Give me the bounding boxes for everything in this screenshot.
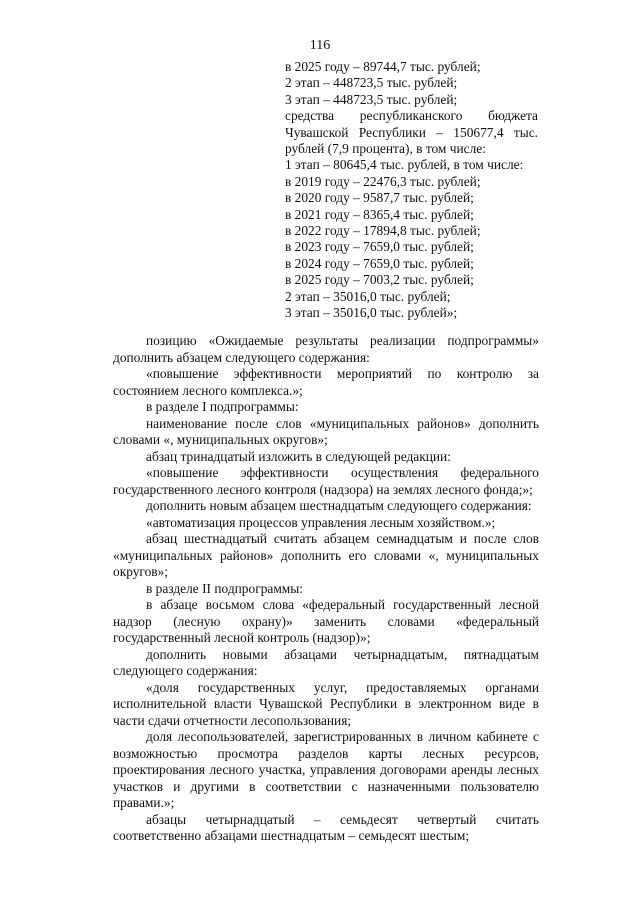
funding-line: 1 этап – 80645,4 тыс. рублей, в том числе: bbox=[285, 157, 524, 173]
paragraph: наименование после слов «муниципальных районов» дополнить словами «, муниципальных округов»; bbox=[113, 415, 539, 447]
funding-list bbox=[285, 59, 538, 322]
funding-line: в 2022 году – 17894,8 тыс. рублей; bbox=[285, 223, 481, 239]
paragraph: дополнить новыми абзацами четырнадцатым, пятнадцатым следующего содержания: bbox=[113, 646, 539, 678]
paragraph: «повышение эффективности осуществления федерального государственного лесного контроля (надзора) на землях лесного фонда;»; bbox=[113, 465, 539, 497]
funding-line: 3 этап – 448723,5 тыс. рублей; bbox=[285, 91, 458, 107]
funding-line: в 2025 году – 89744,7 тыс. рублей; bbox=[285, 59, 481, 74]
paragraph: «повышение эффективности мероприятий по контролю за состоянием лесного комплекса.»; bbox=[113, 366, 539, 398]
paragraph: в разделе II подпрограммы: bbox=[146, 580, 303, 596]
funding-line: в 2021 году – 8365,4 тыс. рублей; bbox=[285, 206, 474, 222]
funding-line: в 2019 году – 22476,3 тыс. рублей; bbox=[285, 173, 481, 189]
page-number: 116 bbox=[309, 38, 331, 53]
funding-line: 3 этап – 35016,0 тыс. рублей»; bbox=[285, 305, 458, 321]
paragraph: позицию «Ожидаемые результаты реализации подпрограммы» дополнить абзацем следующего содержания: bbox=[113, 333, 539, 365]
paragraph: доля лесопользователей, зарегистрированных в личном кабинете с возможностью просмотра разделов карты лесных ресурсов, проектирования лесного участка, управления договорами аренды лесных участков и другими в соответствии с назначенными пользователю правами.»; bbox=[113, 729, 539, 810]
paragraph: «автоматизация процессов управления лесным хозяйством.»; bbox=[146, 514, 496, 530]
funding-line: в 2023 году – 7659,0 тыс. рублей; bbox=[285, 239, 474, 255]
paragraph: в абзаце восьмом слова «федеральный государственный лесной надзор (лесную охрану)» заменить словами «федеральный государственный лесной контроль (надзор)»; bbox=[113, 597, 539, 645]
funding-line: 2 этап – 35016,0 тыс. рублей; bbox=[285, 288, 451, 304]
document-body bbox=[113, 333, 539, 845]
paragraph: в разделе I подпрограммы: bbox=[146, 399, 299, 414]
paragraph: абзац тринадцатый изложить в следующей редакции: bbox=[146, 448, 451, 464]
funding-line: в 2025 году – 7003,2 тыс. рублей; bbox=[285, 272, 474, 288]
paragraph: «доля государственных услуг, предоставляемых органами исполнительной власти Чувашской Республики в электронном виде в части сдачи отчетности лесопользования; bbox=[113, 679, 539, 728]
funding-line: в 2020 году – 9587,7 тыс. рублей; bbox=[285, 190, 474, 206]
paragraph: абзацы четырнадцатый – семьдесят четвертый считать соответственно абзацами шестнадцатым – семьдесят шестым; bbox=[113, 811, 539, 843]
funding-line: в 2024 году – 7659,0 тыс. рублей; bbox=[285, 255, 474, 271]
paragraph: абзац шестнадцатый считать абзацем семнадцатым и после слов «муниципальных районов» дополнить его словами «, муниципальных округов»; bbox=[113, 531, 539, 579]
funding-line: 2 этап – 448723,5 тыс. рублей; bbox=[285, 75, 458, 91]
funding-line: средства республиканского бюджета Чувашской Республики – 150677,4 тыс. рублей (7,9 процента), в том числе: bbox=[285, 108, 538, 157]
paragraph: дополнить новым абзацем шестнадцатым следующего содержания: bbox=[146, 498, 532, 513]
